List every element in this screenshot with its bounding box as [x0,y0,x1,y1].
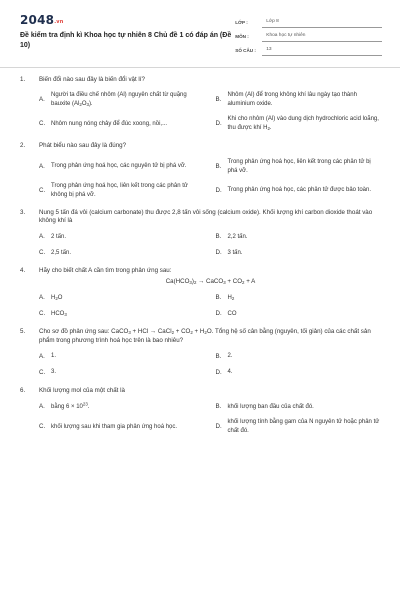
answer-option[interactable] [39,309,206,319]
answer-option[interactable] [216,418,383,436]
question-stem [20,142,382,150]
option-text: khối lượng tính bằng gam của N nguyên tử hoặc phân tử chất đó. [227,419,380,435]
header-divider [0,67,400,68]
option-text: 2,5 tấn. [51,249,72,256]
site-logo[interactable] [20,14,235,26]
logo-suffix: .vn [54,19,64,25]
reaction-formula: $Ca(HCO_3)_2$ → CaCO$_3$ + $CO_2 + A$ [165,277,256,285]
option-letter: D. [215,309,222,317]
question-item [20,142,382,199]
meta-count-row [235,44,382,56]
option-letter: C. [39,249,46,257]
meta-subject-row [235,30,382,42]
option-letter: D. [215,120,222,128]
option-text: 3 tấn. [227,249,243,256]
answer-option[interactable] [39,232,206,242]
answer-option[interactable] [39,248,206,258]
option-text: 2,2 tấn. [227,233,248,240]
answer-option[interactable] [39,115,206,133]
answer-option[interactable] [216,309,383,319]
question-number: 3. [20,208,26,216]
option-text: 2 tấn. [51,233,67,240]
answer-options [39,158,382,200]
question-stem [20,328,382,345]
header-left [20,14,235,58]
option-letter: D. [215,186,222,194]
option-text: CO [227,310,237,317]
option-text: Nhôm (Al) để trong không khí lâu ngày tạo thành aluminium oxide. [227,92,357,108]
answer-option[interactable] [39,352,206,362]
meta-subject-value: Khoa học tự nhiên [262,33,382,42]
question-number: 5. [20,328,26,336]
option-text: 2. [227,353,233,360]
option-text: khối lượng ban đầu của chất đó. [227,403,314,410]
answer-option[interactable] [39,91,206,109]
question-stem [20,209,382,226]
option-letter: C. [39,309,46,317]
option-letter: A. [39,162,45,170]
question-stem [20,76,382,84]
option-text: 4. [227,369,233,376]
question-item [20,387,382,436]
answer-option[interactable] [216,352,383,362]
option-letter: B. [215,293,222,301]
answer-option[interactable] [39,293,206,303]
answer-option[interactable] [216,91,383,109]
option-letter: C. [39,186,46,194]
answer-option[interactable] [216,293,383,303]
option-letter: A. [39,403,45,411]
question-number: 1. [20,76,26,83]
meta-class-value: Lớp 8 [262,19,382,28]
option-letter: A. [39,293,45,301]
option-letter: A. [39,352,45,360]
logo-main: 2048 [20,13,55,27]
question-text: Nung 5 tấn đá vôi (calcium carbonate) thu được 2,8 tấn vôi sống (calcium oxide). Khối lượng khí carbon dioxide thoát vào không khí là [39,208,373,225]
answer-options [39,402,382,436]
option-text: khối lượng sau khi tham gia phản ứng hoá học. [51,423,178,430]
option-text: Trong phản ứng hoá học, các phân tử được bảo toàn. [227,187,372,194]
meta-class-row [235,16,382,28]
option-letter: B. [215,233,222,241]
page-header [20,14,382,58]
option-letter: B. [215,162,222,170]
option-text: Trong phản ứng hoá học, liên kết trong các phân tử không bị phá vỡ. [51,182,188,198]
answer-option[interactable] [216,368,383,378]
exam-meta [235,16,382,58]
option-text: $H_2$ [227,294,235,301]
option-text: Người ta điều chế nhôm (Al) nguyên chất từ quặng bauxite $(Al_2O_3)$. [51,92,187,108]
question-text: Phát biểu nào sau đây là đúng? [39,142,127,150]
answer-option[interactable] [39,402,206,412]
answer-option[interactable] [39,368,206,378]
option-letter: C. [39,120,46,128]
answer-option[interactable] [216,115,383,133]
option-text: Khi cho nhôm (Al) vào dung dịch hydrochloric acid loãng, thu được khí $H_2$. [227,116,379,132]
option-text: $HCO_3$ [51,310,67,317]
option-text: bằng $6 \times 10^{23}$. [51,401,90,410]
meta-count-label: SỐ CÂU : [235,47,256,53]
answer-option[interactable] [216,182,383,200]
answer-options [39,293,382,319]
meta-subject-label: MÔN : [235,33,249,39]
option-letter: A. [39,96,45,104]
option-letter: D. [215,423,222,431]
answer-option[interactable] [216,158,383,176]
question-text: Hãy cho biết chất A cần tìm trong phản ứng sau: $Ca(HCO_3)_2$ → CaCO$_3$ + $CO_2 + A$ [39,267,382,286]
question-text: Khối lượng mol của một chất là [39,386,125,394]
answer-option[interactable] [216,248,383,258]
option-text: Nhôm nung nóng chảy để đúc xoong, nồi,... [51,120,168,127]
option-letter: D. [215,368,222,376]
question-stem [20,387,382,395]
meta-class-label: LỚP : [235,19,248,25]
answer-option[interactable] [216,402,383,412]
question-number: 6. [20,386,26,394]
option-letter: A. [39,233,45,241]
answer-option[interactable] [39,418,206,436]
option-text: $H_2O$ [51,294,63,301]
question-item [20,76,382,133]
answer-option[interactable] [39,158,206,176]
answer-option[interactable] [216,232,383,242]
question-text: Cho sơ đồ phản ứng sau: CaCO$_3$ + HCl → CaCl$_2$ + $CO_2 + H_2O$. Tổng hệ số cân bằng (nguyên, tối giản) của các chất sản phẩm trong phương trình hoá học trên là bao nhiêu? [39,328,371,344]
option-text: 1. [51,353,57,360]
option-letter: C. [39,423,46,431]
option-letter: D. [215,249,222,257]
meta-count-value: 13 [262,47,382,56]
question-item [20,209,382,259]
question-stem [20,267,382,286]
answer-options [39,232,382,258]
question-item [20,328,382,378]
answer-options [39,91,382,133]
question-list [20,76,382,436]
question-number: 4. [20,267,26,275]
option-letter: B. [215,96,222,104]
answer-option[interactable] [39,182,206,200]
question-number: 2. [20,142,26,150]
answer-options [39,352,382,378]
option-text: Trong phản ứng hoá học, liên kết trong các phân tử bị phá vỡ. [227,158,371,174]
option-text: 3. [51,369,57,376]
question-item [20,267,382,319]
page-title: Đề kiểm tra định kì Khoa học tự nhiên 8 Chủ đề 1 có đáp án (Đề 10) [20,32,232,49]
question-text: Biến đổi nào sau đây là biến đổi vật lí? [39,76,145,83]
option-letter: B. [215,352,222,360]
option-letter: C. [39,368,46,376]
option-letter: B. [215,403,222,411]
option-text: Trong phản ứng hoá học, các nguyên tử bị phá vỡ. [51,163,187,170]
